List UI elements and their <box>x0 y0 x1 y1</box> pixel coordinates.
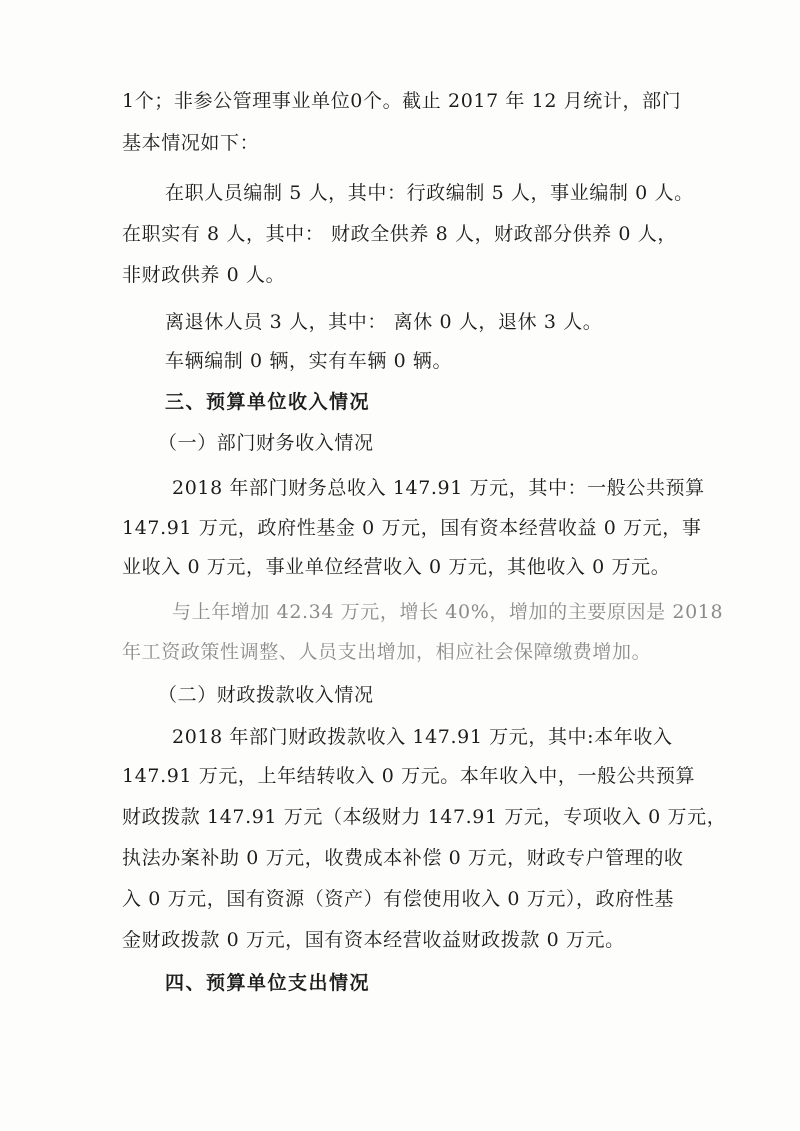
text-line: 车辆编制 0 辆，实有车辆 0 辆。 <box>165 350 453 372</box>
section-heading-3: 三、预算单位收入情况 <box>165 391 371 413</box>
text-line: 在职人员编制 5 人，其中：行政编制 5 人，事业编制 0 人。 <box>165 182 694 204</box>
text-line: 业收入 0 万元，事业单位经营收入 0 万元，其他收入 0 万元。 <box>122 556 671 578</box>
text-line: 离退休人员 3 人，其中： 离休 0 人，退休 3 人。 <box>165 311 603 333</box>
text-line: 在职实有 8 人，其中： 财政全供养 8 人，财政部分供养 0 人， <box>122 223 677 245</box>
text-line: 年工资政策性调整、人员支出增加，相应社会保障缴费增加。 <box>122 641 652 663</box>
text-line: 1个；非参公管理事业单位0个。截止 2017 年 12 月统计，部门 <box>122 90 682 112</box>
text-line: 147.91 万元，政府性基金 0 万元，国有资本经营收益 0 万元，事 <box>122 517 702 539</box>
text-line: 与上年增加 42.34 万元，增长 40%，增加的主要原因是 2018 <box>172 601 724 623</box>
text-line: 非财政供养 0 人。 <box>122 264 286 286</box>
subsection-heading-1: （一）部门财务收入情况 <box>158 432 374 454</box>
text-line: 2018 年部门财政拨款收入 147.91 万元，其中:本年收入 <box>172 726 673 748</box>
text-line: 入 0 万元，国有资源（资产）有偿使用收入 0 万元），政府性基 <box>122 888 675 910</box>
text-line: 147.91 万元，上年结转收入 0 万元。本年收入中，一般公共预算 <box>122 765 696 787</box>
text-line: 基本情况如下： <box>122 132 260 154</box>
text-line: 执法办案补助 0 万元，收费成本补偿 0 万元，财政专户管理的收 <box>122 847 684 869</box>
text-line: 2018 年部门财务总收入 147.91 万元，其中：一般公共预算 <box>172 477 705 499</box>
text-line: 金财政拨款 0 万元，国有资本经营收益财政拨款 0 万元。 <box>122 929 625 951</box>
text-line: 财政拨款 147.91 万元（本级财力 147.91 万元，专项收入 0 万元， <box>122 806 727 828</box>
subsection-heading-2: （二）财政拨款收入情况 <box>158 684 374 706</box>
section-heading-4: 四、预算单位支出情况 <box>165 972 371 994</box>
